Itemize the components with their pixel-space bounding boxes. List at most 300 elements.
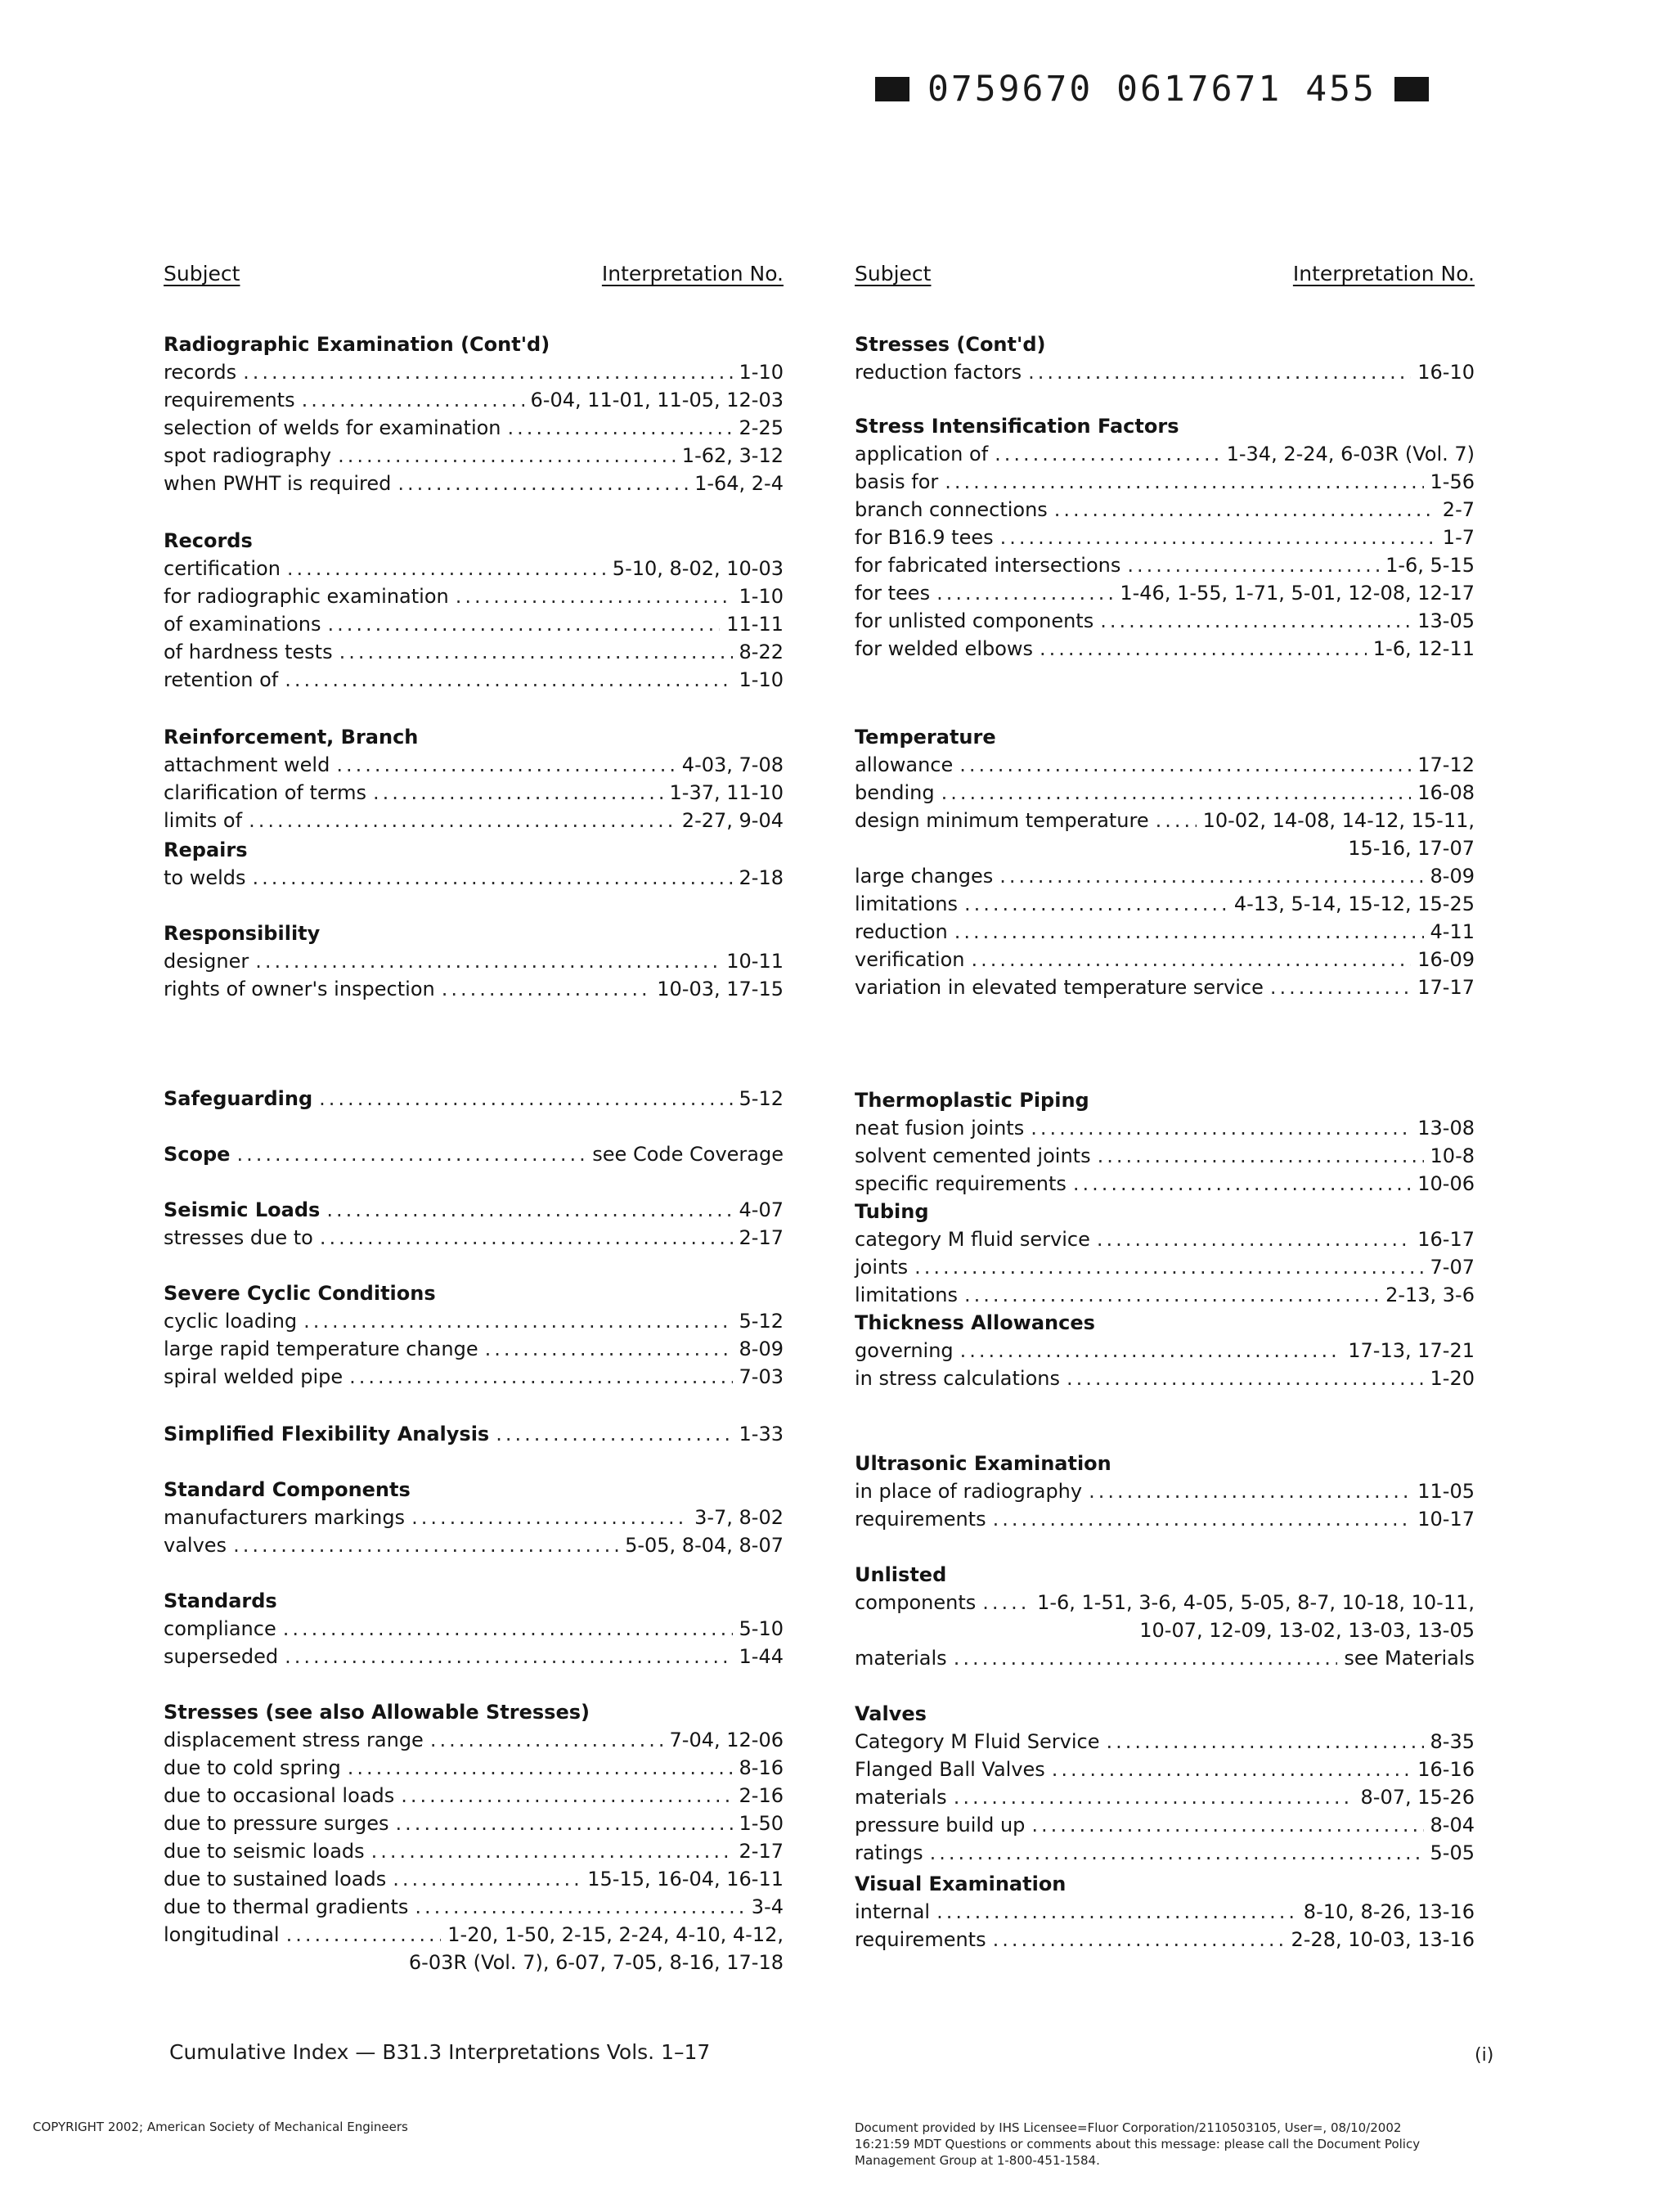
index-entry [164, 1615, 784, 1643]
index-section [164, 1085, 784, 1113]
interpretation-number: 8-04 [1430, 1814, 1475, 1837]
interpretation-number: 8-09 [1430, 865, 1475, 888]
entry-label: stresses due to [164, 1226, 313, 1249]
copyright-notice: COPYRIGHT 2002; American Society of Mechanical Engineers [33, 2120, 408, 2134]
entry-label: basis for [855, 470, 939, 493]
dot-leader [954, 1783, 1354, 1811]
interpretation-number: 1-20, 1-50, 2-15, 2-24, 4-10, 4-12, [447, 1923, 784, 1946]
interpretation-number: 17-17 [1417, 976, 1475, 999]
index-entry [164, 751, 784, 779]
entry-label: due to pressure surges [164, 1812, 389, 1835]
entry-label: cyclic loading [164, 1310, 298, 1333]
entry-label: branch connections [855, 498, 1048, 521]
index-entry [855, 1926, 1475, 1953]
interpretation-number: 3-7, 8-02 [694, 1506, 784, 1529]
entry-continuation: 15-16, 17-07 [1348, 837, 1475, 860]
dot-leader [285, 666, 732, 694]
section-heading: Reinforcement, Branch [164, 726, 419, 749]
entry-label: designer [164, 950, 249, 973]
index-section [855, 1870, 1475, 1953]
dot-leader [508, 414, 733, 442]
entry-label: for radiographic examination [164, 585, 449, 608]
interpretation-number: 1-37, 11-10 [669, 781, 784, 804]
index-heading-entry [164, 1085, 784, 1113]
index-entry [164, 1837, 784, 1865]
section-heading: Thermoplastic Piping [855, 1089, 1089, 1112]
index-entry [855, 1783, 1475, 1811]
index-heading-entry [164, 1420, 784, 1448]
interpretation-number: 1-10 [739, 585, 784, 608]
interpretation-header: Interpretation No. [601, 262, 784, 285]
interpretation-number: see Code Coverage [592, 1143, 784, 1166]
interpretation-number: 16-10 [1417, 361, 1475, 384]
interpretation-number: see Materials [1344, 1647, 1475, 1670]
entry-label: Category M Fluid Service [855, 1730, 1100, 1753]
entry-continuation: 10-07, 12-09, 13-02, 13-03, 13-05 [1139, 1619, 1475, 1642]
entry-label: components [855, 1591, 977, 1614]
index-entry [855, 1477, 1475, 1505]
interpretation-number: 1-44 [739, 1645, 784, 1668]
interpretation-number: 13-05 [1417, 609, 1475, 632]
section-heading: Responsibility [164, 922, 321, 945]
interpretation-number: 11-05 [1417, 1480, 1475, 1503]
section-heading: Standard Components [164, 1478, 411, 1501]
entry-label: for unlisted components [855, 609, 1094, 632]
dot-leader [1028, 358, 1411, 386]
interpretation-number: 1-6, 1-51, 3-6, 4-05, 5-05, 8-7, 10-18, 10-11, [1037, 1591, 1475, 1614]
index-section [855, 1086, 1475, 1198]
index-entry [164, 358, 784, 386]
dot-leader [339, 638, 733, 666]
interpretation-number: 10-8 [1430, 1144, 1475, 1167]
index-entry [164, 1782, 784, 1810]
index-section [855, 723, 1475, 1001]
index-section [164, 1476, 784, 1559]
dot-leader [348, 1754, 733, 1782]
dot-leader [485, 1335, 733, 1363]
entry-label: longitudinal [164, 1923, 280, 1946]
entry-label: due to occasional loads [164, 1784, 395, 1807]
index-entry [855, 1811, 1475, 1839]
entry-label: pressure build up [855, 1814, 1026, 1837]
section-heading: Repairs [164, 838, 248, 861]
index-entry [855, 1756, 1475, 1783]
interpretation-number: 2-17 [739, 1840, 784, 1863]
dot-leader [995, 440, 1219, 468]
section-heading: Temperature [855, 726, 996, 749]
interpretation-number: 8-07, 15-26 [1360, 1786, 1475, 1809]
section-heading: Unlisted [855, 1563, 947, 1586]
index-entry [855, 468, 1475, 496]
index-entry [164, 1363, 784, 1391]
dot-leader [954, 1644, 1338, 1672]
dot-leader [954, 918, 1424, 946]
index-section [164, 1587, 784, 1670]
interpretation-number: 1-50 [739, 1812, 784, 1835]
dot-leader [327, 610, 720, 638]
index-entry [164, 1921, 784, 1949]
section-heading: Stress Intensification Factors [855, 415, 1179, 438]
index-entry [164, 1307, 784, 1335]
entry-label: materials [855, 1786, 947, 1809]
index-entry [164, 638, 784, 666]
dot-leader [286, 1921, 442, 1949]
page-number: (i) [1475, 2045, 1494, 2066]
index-section [855, 1198, 1475, 1309]
interpretation-number: 5-10 [739, 1617, 784, 1640]
dot-leader [1127, 551, 1379, 579]
index-entry [855, 973, 1475, 1001]
dot-leader [1031, 1114, 1411, 1142]
interpretation-number: 7-04, 12-06 [669, 1729, 784, 1751]
dot-leader [959, 751, 1411, 779]
entry-label: materials [855, 1647, 947, 1670]
entry-label: allowance [855, 753, 954, 776]
entry-label: compliance [164, 1617, 276, 1640]
interpretation-number: 8-35 [1430, 1730, 1475, 1753]
column-header [164, 260, 784, 288]
entry-label: records [164, 361, 237, 384]
interpretation-number: 2-28, 10-03, 13-16 [1291, 1928, 1475, 1951]
interpretation-number: 4-13, 5-14, 15-12, 15-25 [1233, 892, 1475, 915]
dot-leader [1270, 973, 1411, 1001]
section-heading: Stresses (Cont'd) [855, 333, 1046, 356]
dot-leader [1052, 1756, 1411, 1783]
index-entry [855, 607, 1475, 635]
section-heading: Standards [164, 1589, 277, 1612]
entry-label: of examinations [164, 613, 321, 636]
interpretation-number: 2-27, 9-04 [681, 809, 784, 832]
entry-label: of hardness tests [164, 641, 333, 663]
entry-label: in place of radiography [855, 1480, 1083, 1503]
dot-leader [964, 890, 1228, 918]
dot-leader [415, 1893, 744, 1921]
interpretation-number: 5-05 [1430, 1841, 1475, 1864]
index-section [164, 1279, 784, 1391]
interpretation-header: Interpretation No. [1292, 262, 1475, 285]
interpretation-number: 15-15, 16-04, 16-11 [587, 1868, 784, 1891]
entry-label: spot radiography [164, 444, 332, 467]
dot-leader [456, 582, 733, 610]
interpretation-number: 1-20 [1430, 1367, 1475, 1390]
index-section [164, 1420, 784, 1448]
dot-leader [326, 1196, 732, 1224]
index-section [164, 1698, 784, 1976]
interpretation-number: 1-64, 2-4 [694, 472, 784, 495]
index-entry [855, 1337, 1475, 1365]
dot-leader [1100, 607, 1411, 635]
index-entry [855, 862, 1475, 890]
index-entry [855, 1839, 1475, 1867]
index-entry [164, 779, 784, 807]
entry-label: requirements [164, 389, 295, 411]
index-entry [855, 358, 1475, 386]
index-section [855, 330, 1475, 386]
index-entry [855, 524, 1475, 551]
index-section [164, 836, 784, 892]
section-heading: Thickness Allowances [855, 1311, 1095, 1334]
interpretation-number: 8-10, 8-26, 13-16 [1303, 1900, 1475, 1923]
interpretation-number: 5-10, 8-02, 10-03 [612, 557, 784, 580]
entry-label: clarification of terms [164, 781, 366, 804]
dot-leader [914, 1253, 1423, 1281]
dot-leader [371, 1837, 733, 1865]
interpretation-number: 17-13, 17-21 [1348, 1339, 1475, 1362]
interpretation-number: 16-09 [1417, 948, 1475, 971]
dot-leader [233, 1531, 618, 1559]
entry-label: Simplified Flexibility Analysis [164, 1423, 490, 1445]
index-section [855, 1309, 1475, 1392]
index-entry [855, 1505, 1475, 1533]
interpretation-number: 7-03 [739, 1365, 784, 1388]
dot-leader [945, 468, 1423, 496]
barcode-text: 0759670 0617671 455 [927, 69, 1376, 110]
index-entry [855, 635, 1475, 663]
dot-leader [320, 1224, 733, 1252]
interpretation-number: 1-34, 2-24, 6-03R (Vol. 7) [1226, 443, 1475, 465]
entry-label: displacement stress range [164, 1729, 424, 1751]
dot-leader [236, 1140, 586, 1168]
index-entry [855, 890, 1475, 918]
index-entry [855, 440, 1475, 468]
index-entry [855, 751, 1475, 779]
dot-leader [338, 442, 676, 470]
interpretation-number: 1-10 [739, 361, 784, 384]
dot-leader [1098, 1142, 1424, 1170]
section-heading: Tubing [855, 1200, 929, 1223]
entry-label: limitations [855, 1284, 958, 1306]
entry-label: when PWHT is required [164, 472, 392, 495]
entry-label: valves [164, 1534, 227, 1557]
dot-leader [283, 1615, 733, 1643]
dot-leader [930, 1839, 1424, 1867]
license-notice: Document provided by IHS Licensee=Fluor Corporation/2110503105, User=, 08/10/2002 16:21:59 MDT Questions or comments about this message: please call the Document Policy Management Group at 1-800-451-1584. [855, 2120, 1421, 2168]
index-entry [164, 864, 784, 892]
entry-label: internal [855, 1900, 931, 1923]
interpretation-number: 1-7 [1442, 526, 1475, 549]
index-entry [855, 946, 1475, 973]
interpretation-number: 13-08 [1417, 1117, 1475, 1140]
dot-leader [442, 975, 651, 1003]
interpretation-number: 2-17 [739, 1226, 784, 1249]
interpretation-number: 2-18 [739, 866, 784, 889]
index-entry [164, 1865, 784, 1893]
interpretation-number: 1-6, 12-11 [1372, 637, 1475, 660]
interpretation-number: 1-56 [1430, 470, 1475, 493]
interpretation-number: 8-16 [739, 1756, 784, 1779]
entry-label: due to cold spring [164, 1756, 341, 1779]
index-entry [164, 1754, 784, 1782]
dot-leader [1031, 1811, 1423, 1839]
index-entry [855, 1365, 1475, 1392]
entry-label: variation in elevated temperature service [855, 976, 1264, 999]
dot-leader [319, 1085, 732, 1113]
interpretation-number: 1-33 [739, 1423, 784, 1445]
index-entry [855, 918, 1475, 946]
index-section [855, 1450, 1475, 1533]
entry-label: large changes [855, 865, 994, 888]
dot-leader [396, 1810, 733, 1837]
section-heading: Records [164, 529, 253, 552]
index-entry [164, 610, 784, 638]
entry-label: manufacturers markings [164, 1506, 406, 1529]
interpretation-number: 7-07 [1430, 1256, 1475, 1279]
entry-label: category M fluid service [855, 1228, 1090, 1251]
index-entry [164, 947, 784, 975]
index-heading-entry [164, 1140, 784, 1168]
section-heading: Valves [855, 1702, 927, 1725]
dot-leader [336, 751, 675, 779]
entry-label: Safeguarding [164, 1087, 313, 1110]
index-section [164, 330, 784, 497]
interpretation-number: 10-02, 14-08, 14-12, 15-11, [1202, 809, 1475, 832]
index-section [164, 1196, 784, 1252]
dot-leader [393, 1865, 581, 1893]
index-section [855, 412, 1475, 663]
dot-leader [1000, 524, 1436, 551]
index-section [164, 1140, 784, 1168]
entry-label: governing [855, 1339, 954, 1362]
entry-label: due to sustained loads [164, 1868, 387, 1891]
dot-leader [249, 807, 676, 834]
index-section [855, 1561, 1475, 1672]
subject-header: Subject [164, 262, 240, 285]
entry-label: for tees [855, 582, 931, 605]
index-entry [855, 1253, 1475, 1281]
index-entry [164, 1643, 784, 1670]
interpretation-number: 11-11 [726, 613, 784, 636]
section-heading: Visual Examination [855, 1873, 1067, 1895]
interpretation-number: 4-11 [1430, 920, 1475, 943]
dot-leader [496, 1420, 732, 1448]
dot-leader [999, 862, 1423, 890]
index-entry [164, 582, 784, 610]
entry-label: requirements [855, 1928, 986, 1951]
entry-label: Seismic Loads [164, 1198, 321, 1221]
entry-label: reduction [855, 920, 948, 943]
interpretation-number: 10-03, 17-15 [657, 978, 784, 1000]
interpretation-number: 3-4 [751, 1895, 784, 1918]
index-entry [855, 496, 1475, 524]
entry-label: application of [855, 443, 989, 465]
index-entry [164, 1726, 784, 1754]
section-heading: Radiographic Examination (Cont'd) [164, 333, 550, 356]
entry-label: reduction factors [855, 361, 1022, 384]
interpretation-number: 5-05, 8-04, 8-07 [625, 1534, 784, 1557]
index-entry [164, 666, 784, 694]
index-entry [164, 807, 784, 834]
index-entry [855, 1728, 1475, 1756]
index-title: Cumulative Index — B31.3 Interpretations Vols. 1–17 [169, 2040, 711, 2064]
entry-label: for fabricated intersections [855, 554, 1121, 577]
index-entry [855, 1281, 1475, 1309]
document-barcode [875, 67, 1429, 111]
entry-label: limitations [855, 892, 958, 915]
index-entry [855, 1225, 1475, 1253]
dot-leader [1097, 1225, 1411, 1253]
index-entry [164, 1893, 784, 1921]
index-entry [855, 1170, 1475, 1198]
index-section [855, 1700, 1475, 1867]
section-heading: Ultrasonic Examination [855, 1452, 1111, 1475]
entry-label: Flanged Ball Valves [855, 1758, 1045, 1781]
index-section [164, 919, 784, 1003]
entry-label: Scope [164, 1143, 231, 1166]
dot-leader [253, 864, 733, 892]
index-entry [164, 1335, 784, 1363]
entry-label: verification [855, 948, 965, 971]
interpretation-number: 10-11 [726, 950, 784, 973]
interpretation-number: 2-16 [739, 1784, 784, 1807]
entry-label: spiral welded pipe [164, 1365, 344, 1388]
dot-leader [397, 470, 688, 497]
index-entry [164, 1504, 784, 1531]
subject-header: Subject [855, 262, 932, 285]
interpretation-number: 10-17 [1417, 1508, 1475, 1531]
index-entry [855, 1644, 1475, 1672]
interpretation-number: 17-12 [1417, 753, 1475, 776]
index-entry [164, 555, 784, 582]
dot-leader [411, 1504, 688, 1531]
entry-label: retention of [164, 668, 279, 691]
interpretation-number: 8-22 [739, 641, 784, 663]
interpretation-number: 5-12 [739, 1310, 784, 1333]
dot-leader [941, 779, 1412, 807]
dot-leader [1107, 1728, 1424, 1756]
left-column [164, 260, 784, 1974]
index-entry [855, 1142, 1475, 1170]
interpretation-number: 1-46, 1-55, 1-71, 5-01, 12-08, 12-17 [1120, 582, 1475, 605]
index-heading-entry [164, 1196, 784, 1224]
interpretation-number: 1-62, 3-12 [681, 444, 784, 467]
right-column [855, 260, 1475, 1951]
entry-label: solvent cemented joints [855, 1144, 1091, 1167]
entry-label: rights of owner's inspection [164, 978, 435, 1000]
index-entry [164, 975, 784, 1003]
dot-leader [349, 1363, 732, 1391]
entry-label: specific requirements [855, 1172, 1067, 1195]
index-entry [855, 779, 1475, 807]
entry-label: large rapid temperature change [164, 1338, 478, 1360]
dot-leader [993, 1505, 1412, 1533]
dot-leader [243, 358, 732, 386]
entry-label: ratings [855, 1841, 923, 1864]
index-entry [855, 579, 1475, 607]
entry-label: certification [164, 557, 281, 580]
entry-continuation: 6-03R (Vol. 7), 6-07, 7-05, 8-16, 17-18 [408, 1951, 784, 1974]
entry-label: for welded elbows [855, 637, 1034, 660]
dot-leader [964, 1281, 1379, 1309]
index-section [164, 723, 784, 834]
dot-leader [430, 1726, 663, 1754]
interpretation-number: 16-16 [1417, 1758, 1475, 1781]
column-header [855, 260, 1475, 288]
dot-leader [1040, 635, 1367, 663]
interpretation-number: 2-13, 3-6 [1385, 1284, 1475, 1306]
entry-label: for B16.9 tees [855, 526, 994, 549]
interpretation-number: 2-7 [1442, 498, 1475, 521]
dot-leader [1156, 807, 1197, 834]
dot-leader [972, 946, 1412, 973]
entry-label: selection of welds for examination [164, 416, 501, 439]
dot-leader [960, 1337, 1342, 1365]
dot-leader [1054, 496, 1436, 524]
entry-label: joints [855, 1256, 909, 1279]
dot-leader [993, 1926, 1285, 1953]
entry-label: bending [855, 781, 935, 804]
interpretation-number: 10-06 [1417, 1172, 1475, 1195]
interpretation-number: 4-07 [739, 1198, 784, 1221]
